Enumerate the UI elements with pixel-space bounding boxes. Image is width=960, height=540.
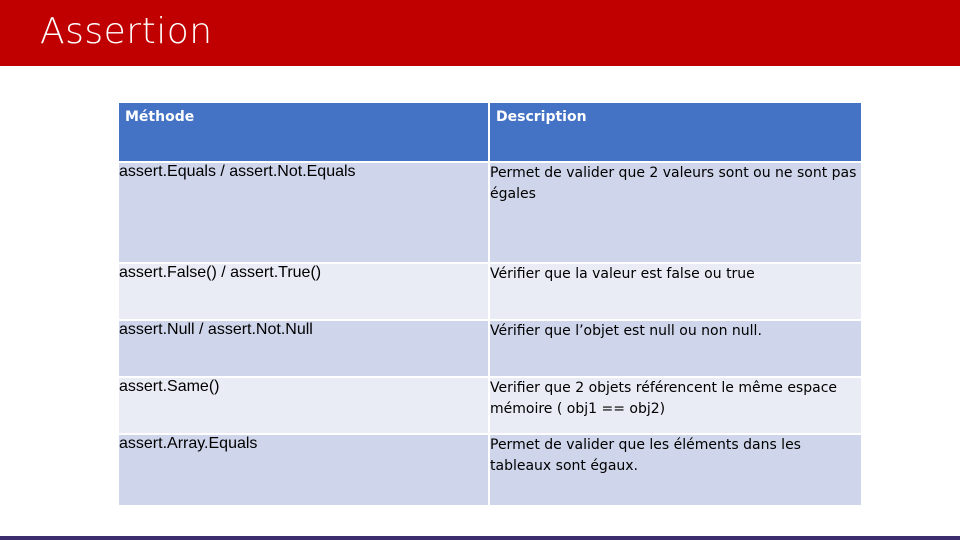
table-header-row	[118, 102, 862, 162]
table-row	[118, 377, 862, 434]
description-cell: Vérifier que la valeur est false ou true	[489, 263, 862, 320]
table-row	[118, 320, 862, 377]
slide-title: Assertion	[40, 11, 213, 52]
method-cell: assert.Array.Equals	[118, 434, 489, 506]
description-cell: Vérifier que l’objet est null ou non null.	[489, 320, 862, 377]
assertion-table	[117, 101, 863, 507]
bottom-accent-line	[0, 536, 960, 540]
table-row	[118, 434, 862, 506]
method-cell: assert.Equals / assert.Not.Equals	[118, 162, 489, 263]
header-description: Description	[489, 102, 862, 162]
method-cell: assert.Null / assert.Not.Null	[118, 320, 489, 377]
description-cell: Verifier que 2 objets référencent le même espace mémoire ( obj1 == obj2)	[489, 377, 862, 434]
header-method: Méthode	[118, 102, 489, 162]
table-row	[118, 162, 862, 263]
description-cell: Permet de valider que 2 valeurs sont ou ne sont pas égales	[489, 162, 862, 263]
method-cell: assert.False() / assert.True()	[118, 263, 489, 320]
table-row	[118, 263, 862, 320]
method-cell: assert.Same()	[118, 377, 489, 434]
title-bar	[0, 0, 960, 66]
description-cell: Permet de valider que les éléments dans les tableaux sont égaux.	[489, 434, 862, 506]
